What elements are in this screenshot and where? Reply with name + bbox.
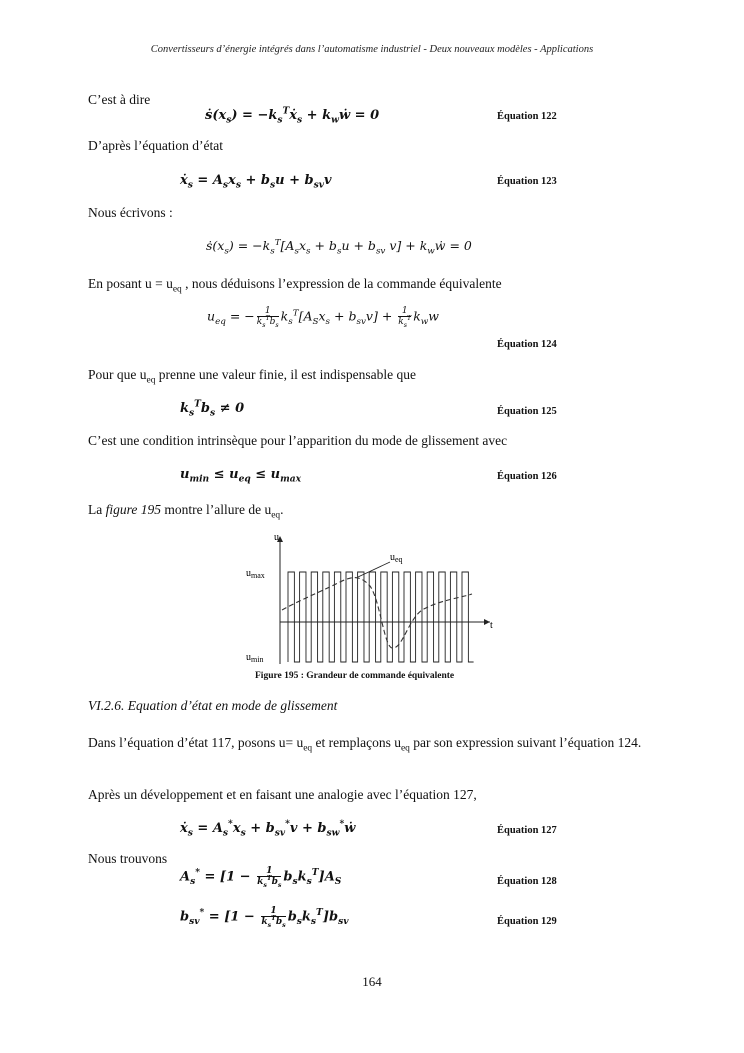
page-number: 164 bbox=[362, 974, 382, 989]
equation-124: $u_{eq}$ = − $\frac{1}{k_s^Tb_s}$ $k_s^T[A_Sx_s + b_{sv}v]$ + $\frac{1}{k_s^T}$ $k_ww$ bbox=[207, 306, 439, 329]
equation-124-label: Équation 124 bbox=[497, 339, 557, 350]
equation-125: $k_s^Tb_s \ne 0$ bbox=[180, 398, 245, 419]
equation-126: $u_{min} \le u_{eq} \le u_{max}$ bbox=[180, 467, 302, 485]
paragraph-en-posant: En posant $u = u_{eq}$ , nous déduisons l’expression de la commande équivalente bbox=[88, 276, 502, 295]
paragraph-nous-trouvons: Nous trouvons bbox=[88, 851, 168, 866]
paragraph-cest-a-dire: C’est à dire bbox=[88, 92, 151, 107]
equation-125-label: Équation 125 bbox=[497, 406, 557, 417]
label-ueq: $u_{eq}$ bbox=[390, 552, 403, 564]
equation-128-label: Équation 128 bbox=[497, 876, 557, 887]
equation-129-label: Équation 129 bbox=[497, 916, 557, 927]
paragraph-apres: Après un développement et en faisant une analogie avec l’équation 127, bbox=[88, 787, 477, 802]
equation-126-label: Équation 126 bbox=[497, 471, 557, 482]
equation-123-label: Équation 123 bbox=[497, 176, 557, 187]
section-heading: VI.2.6. Equation d’état en mode de glissement bbox=[88, 698, 338, 713]
paragraph-dans: Dans l’équation d’état 117, posons $u= u_{eq}$ et remplaçons $u_{eq}$ par son expression suivant l’équation 124. bbox=[88, 735, 642, 754]
equation-123: ẋ$_s$ = $A_sx_s + b_su + b_{sv}v$ bbox=[180, 173, 332, 191]
paragraph-pour-que: Pour que $u_{eq}$ prenne une valeur finie, il est indispensable que bbox=[88, 367, 416, 386]
equation-122: $ṡ(x_s)$ = $-k_s^Tẋ_s$ + $k_wẇ = 0$ bbox=[205, 105, 380, 126]
figure-195-plot bbox=[240, 530, 510, 670]
equation-122-label: Équation 122 bbox=[497, 111, 557, 122]
equation-unnumbered: $ṡ(x_s) = -k_s^T[A_sx_s + b_su + b_{sv}$ $v] + k_wẇ = 0$ bbox=[206, 237, 472, 257]
equation-129: $b_{sv}^* = [1$ − $\frac{1}{k_s^Tb_s}$ $b_sk_s^T]b_{sv}$ bbox=[180, 906, 349, 929]
running-header: Convertisseurs d’énergie intégrés dans l’automatisme industriel - Deux nouveaux modèles - Applications bbox=[150, 44, 594, 55]
ueq-curve bbox=[282, 578, 472, 649]
equation-128: $A_s^* = [1$ − $\frac{1}{k_s^Tb_s}$ $b_sk_s^T]A_S$ bbox=[180, 866, 342, 889]
label-umax: $u_{max}$ bbox=[246, 568, 265, 580]
paragraph-nous-ecrivons: Nous écrivons : bbox=[88, 205, 173, 220]
paragraph-dapres: D’après l’équation d’état bbox=[88, 138, 223, 153]
label-t: t bbox=[490, 620, 493, 631]
equation-127: ẋ$_s$ = $A_s^*x_s + b_{sv}^*v$ + $b_{sw}^*ẇ$ bbox=[180, 818, 356, 839]
paragraph-condition: C’est une condition intrinsèque pour l’apparition du mode de glissement avec bbox=[88, 433, 508, 448]
paragraph-figure-ref: La figure 195 montre l’allure de $u_{eq}$. bbox=[88, 502, 284, 521]
label-u: u bbox=[274, 532, 279, 543]
figure-caption: Figure 195 : Grandeur de commande équivalente bbox=[255, 671, 455, 681]
equation-127-label: Équation 127 bbox=[497, 825, 557, 836]
ueq-leader-line bbox=[358, 562, 390, 577]
label-umin: $u_{min}$ bbox=[246, 652, 264, 664]
